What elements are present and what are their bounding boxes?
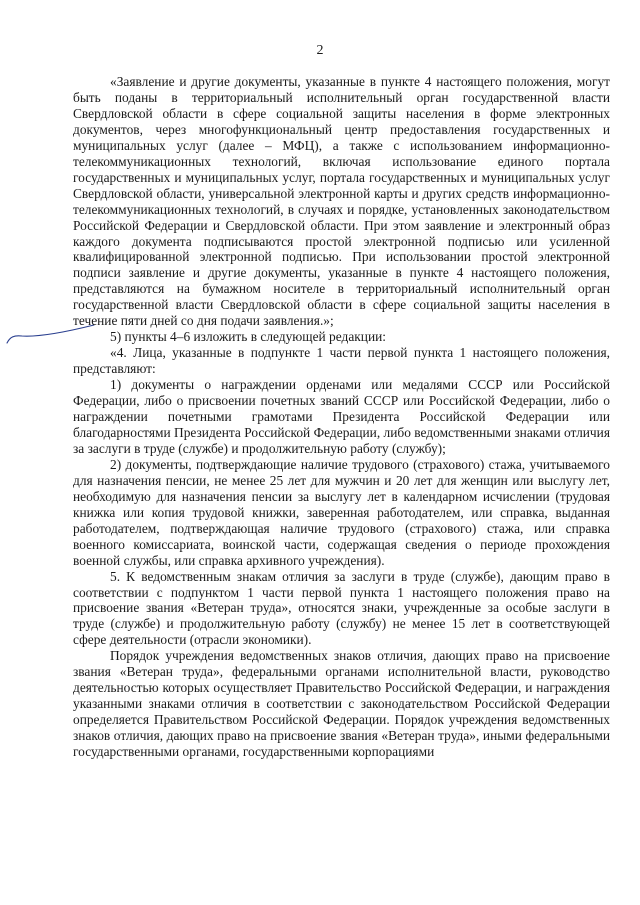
paragraph-clause-4-intro: «4. Лица, указанные в подпункте 1 части первой пункта 1 настоящего положения, представляют: (73, 345, 610, 377)
page-number: 2 (316, 43, 324, 58)
paragraph-clause-4-item-2: 2) документы, подтверждающие наличие трудового (страхового) стажа, учитываемого для назначения пенсии, не менее 25 лет для мужчин и 20 лет для женщин или выслугу лет, необходимую для назначения пенсии за выслугу лет в календарном исчислении (трудовая книжка или копия трудовой книжки, заверенная работодателем, или справка, выданная работодателем, подтверждающая наличие трудового (страхового) стажа, или справка военного комиссариата, воинской части, содержащая сведения о периоде прохождения военной службы, или справка архивного учреждения). (73, 456, 610, 568)
paragraph-clause-4-item-1: 1) документы о награждении орденами или медалями СССР или Российской Федерации, либо о присвоении почетных званий СССР или Российской Федерации, либо о награждении почетными грамотами Президента Российской Федерации или благодарностями Президента Российской Федерации, либо ведомственными знаками отличия за заслуги в труде (службе) и продолжительную работу (службу); (73, 377, 610, 456)
paragraph-item-5-amendment: 5) пункты 4–6 изложить в следующей редакции: (110, 329, 386, 345)
paragraph-application-submission: «Заявление и другие документы, указанные в пункте 4 настоящего положения, могут быть поданы в территориальный исполнительный орган государственной власти Свердловской области в сфере социальной защиты населения в форме электронных документов, через многофункциональный центр предоставления государственных и муниципальных услуг (далее – МФЦ), а также с использованием информационно-телекоммуникационных технологий, включая использование единого портала государственных и муниципальных услуг, портала государственных и муниципальных услуг Свердловской области, универсальной электронной карты и других средств информационно-телекоммуникационных технологий, в случаях и порядке, установленных законодательством Российской Федерации и Свердловской области. При этом заявление и электронный образ каждого документа подписываются простой электронной подписью или усиленной квалифицированной электронной подписью. При использовании простой электронной подписи заявление и другие документы, указанные в пункте 4 настоящего положения, представляются на бумажном носителе в территориальный исполнительный орган государственной власти Свердловской области в сфере социальной защиты населения в течение пяти дней со дня подачи заявления.»; (73, 74, 610, 329)
document-body (73, 74, 610, 760)
paragraph-award-procedure: Порядок учреждения ведомственных знаков отличия, дающих право на присвоение звания «Ветеран труда», федеральными органами исполнительной власти, руководство деятельностью которых осуществляет Правительство Российской Федерации, и награждения указанными знаками отличия в соответствии с законодательством Российской Федерации определяется Правительством Российской Федерации. Порядок учреждения ведомственных знаков отличия, дающих право на присвоение звания «Ветеран труда», иными федеральными государственными органами, государственными корпорациями (73, 648, 610, 760)
paragraph-clause-5: 5. К ведомственным знакам отличия за заслуги в труде (службе), дающим право в соответствии с подпунктом 1 части первой пункта 1 настоящего положения право на присвоение звания «Ветеран труда», относятся знаки, учрежденные за особые заслуги в труде (службе) и продолжительную работу (службу) не менее 15 лет в соответствующей сфере деятельности (отрасли экономики). (73, 568, 610, 648)
